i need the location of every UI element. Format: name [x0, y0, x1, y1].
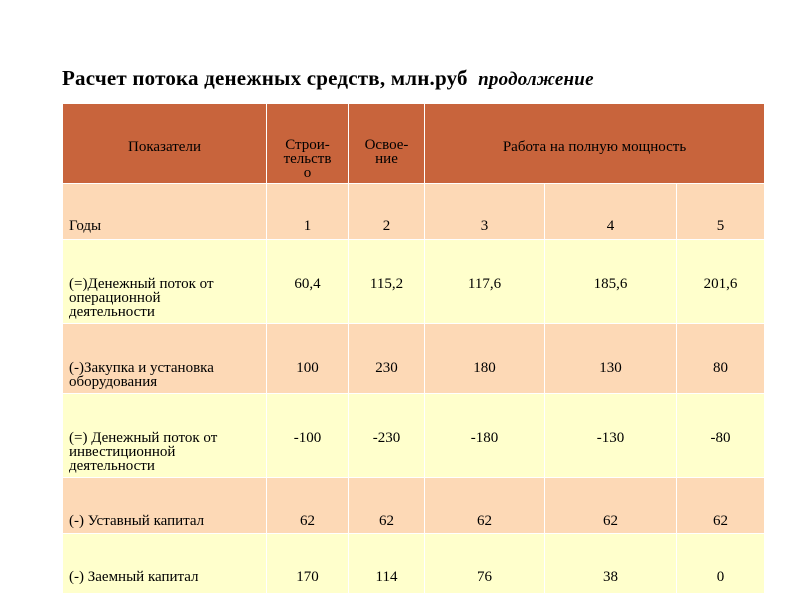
year-cell: 2	[349, 184, 425, 240]
value-cell: 114	[349, 534, 425, 594]
year-cell: 5	[677, 184, 765, 240]
row-label: (-) Уставный капитал	[63, 478, 267, 534]
value-cell: -230	[349, 394, 425, 478]
title-continuation: продолжение	[478, 69, 594, 90]
value-cell: -130	[545, 394, 677, 478]
table-row	[63, 324, 765, 394]
row-label: (-) Заемный капитал	[63, 534, 267, 594]
year-cell: 3	[425, 184, 545, 240]
value-cell: 185,6	[545, 240, 677, 324]
value-cell: 0	[677, 534, 765, 594]
value-cell: -180	[425, 394, 545, 478]
value-cell: 62	[349, 478, 425, 534]
table-row	[63, 478, 765, 534]
page-title	[62, 66, 594, 91]
header-indicators: Показатели	[63, 104, 267, 184]
years-row	[63, 184, 765, 240]
value-cell: 80	[677, 324, 765, 394]
cash-flow-table	[62, 103, 765, 594]
year-cell: 4	[545, 184, 677, 240]
value-cell: 230	[349, 324, 425, 394]
title-text: Расчет потока денежных средств, млн.руб	[62, 66, 468, 90]
value-cell: 62	[425, 478, 545, 534]
table-row	[63, 394, 765, 478]
header-full-capacity: Работа на полную мощность	[425, 104, 765, 184]
value-cell: 62	[677, 478, 765, 534]
value-cell: -100	[267, 394, 349, 478]
table-row	[63, 534, 765, 594]
value-cell: 76	[425, 534, 545, 594]
value-cell: 62	[545, 478, 677, 534]
value-cell: 115,2	[349, 240, 425, 324]
row-label: (-)Закупка и установка оборудования	[63, 324, 267, 394]
value-cell: 60,4	[267, 240, 349, 324]
table-row	[63, 240, 765, 324]
value-cell: 201,6	[677, 240, 765, 324]
value-cell: 62	[267, 478, 349, 534]
value-cell: -80	[677, 394, 765, 478]
value-cell: 180	[425, 324, 545, 394]
value-cell: 100	[267, 324, 349, 394]
row-label: (=)Денежный поток от операционной деятельности	[63, 240, 267, 324]
header-construction: Строи- тельств о	[267, 104, 349, 184]
table-header-row	[63, 104, 765, 184]
value-cell: 117,6	[425, 240, 545, 324]
year-cell: 1	[267, 184, 349, 240]
years-label: Годы	[63, 184, 267, 240]
header-development: Освое- ние	[349, 104, 425, 184]
value-cell: 38	[545, 534, 677, 594]
value-cell: 130	[545, 324, 677, 394]
row-label: (=) Денежный поток от инвестиционной деятельности	[63, 394, 267, 478]
value-cell: 170	[267, 534, 349, 594]
